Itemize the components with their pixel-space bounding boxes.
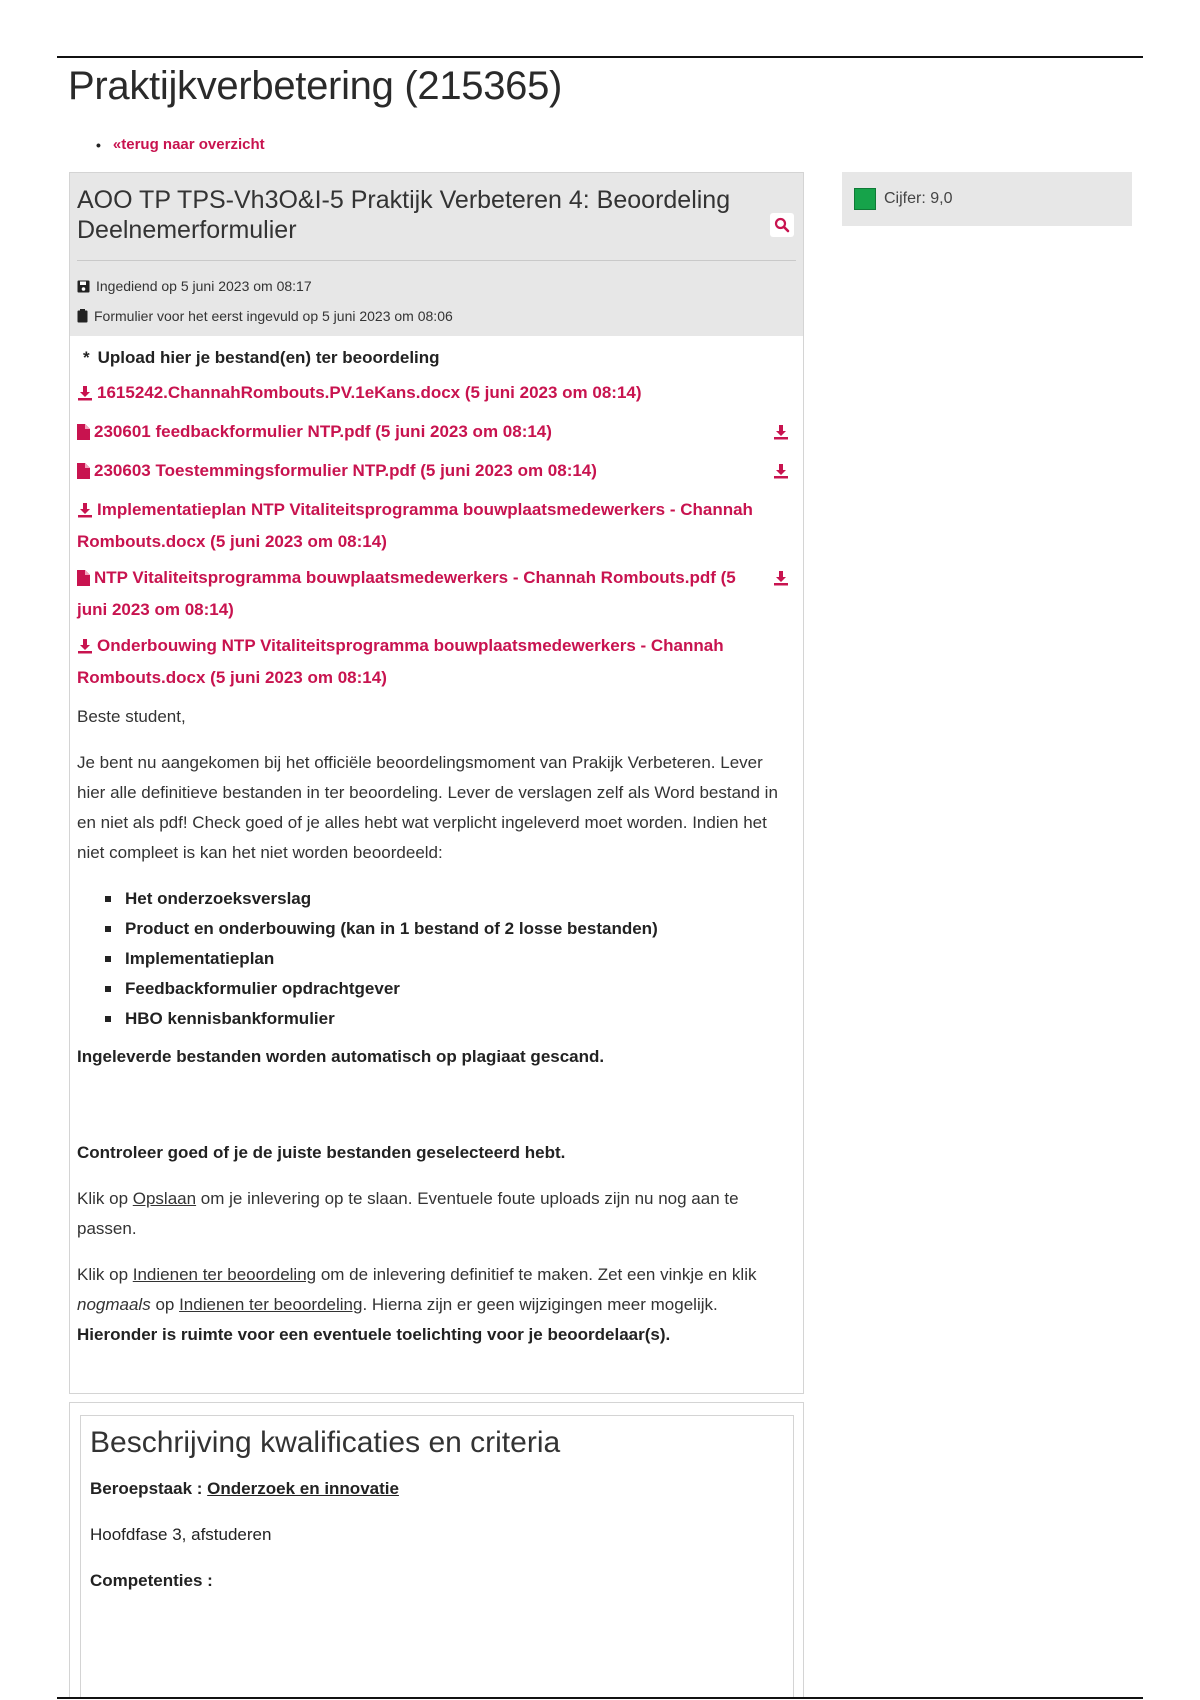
criteria-inner: [80, 1415, 794, 1698]
check-notice: Controleer goed of je de juiste bestanden geselecteerd hebt.: [77, 1143, 566, 1162]
first-filled-info: [77, 301, 795, 331]
form-header: [70, 173, 803, 336]
grade-status-swatch: [854, 188, 876, 210]
save-link[interactable]: Opslaan: [132, 1189, 197, 1208]
file-icon: [77, 459, 90, 488]
instructions: [77, 702, 795, 1350]
file-icon: [77, 420, 90, 449]
download-icon: [77, 381, 93, 410]
download-icon[interactable]: [773, 420, 789, 449]
file-name: 1615242.ChannahRombouts.PV.1eKans.docx (5 juni 2023 om 08:14): [97, 383, 642, 402]
file-name: 230603 Toestemmingsformulier NTP.pdf (5 juni 2023 om 08:14): [94, 461, 597, 480]
intro-text: Je bent nu aangekomen bij het officiële beoordelingsmoment van Prakijk Verbeteren. Lever hier alle definitieve bestanden in ter beoordeling. Lever de verslagen zelf als Word bestand in en niet als pdf! Check goed of je alles hebt wat verplicht ingeleverd moet worden. Indien het niet compleet is kan het niet worden beoordeeld:: [77, 753, 778, 862]
submit-link-2[interactable]: Indienen ter beoordeling: [179, 1295, 363, 1314]
bottom-rule: [57, 1697, 1143, 1699]
download-icon: [77, 498, 93, 527]
download-icon[interactable]: [773, 566, 789, 595]
criteria-title: Beschrijving kwalificaties en criteria: [90, 1426, 561, 1459]
download-icon: [77, 634, 93, 663]
file-icon: [77, 566, 90, 595]
greeting: Beste student,: [77, 707, 186, 726]
search-icon[interactable]: [770, 213, 794, 237]
bullet: •: [96, 136, 101, 153]
file-name: 230601 feedbackformulier NTP.pdf (5 juni 2023 om 08:14): [94, 422, 552, 441]
uploaded-file-3[interactable]: [77, 456, 795, 488]
requirement-item: Implementatieplan: [105, 944, 795, 974]
back-link-label: «terug naar overzicht: [112, 136, 265, 153]
criteria-panel: [69, 1402, 804, 1697]
top-rule: [57, 56, 1143, 58]
uploaded-file-1[interactable]: [77, 378, 795, 410]
submit-instruction: Klik op Indienen ter beoordeling om de inlevering definitief te maken. Zet een vinkje en klik nogmaals op Indienen ter beoordeling. Hierna zijn er geen wijzigingen meer mogelijk.: [77, 1265, 757, 1314]
uploaded-file-5[interactable]: [77, 563, 795, 624]
remark-notice: Hieronder is ruimte voor een eventuele toelichting voor je beoordelaar(s).: [77, 1325, 671, 1344]
header-divider: [77, 260, 796, 261]
plagiarism-notice: Ingeleverde bestanden worden automatisch op plagiaat gescand.: [77, 1047, 605, 1066]
page-title: Praktijkverbetering (215365): [68, 64, 563, 108]
file-name: NTP Vitaliteitsprogramma bouwplaatsmedewerkers - Channah Rombouts.pdf (5 juni 2023 om 08:14): [77, 568, 736, 619]
uploaded-file-2[interactable]: [77, 417, 795, 449]
upload-label: * Upload hier je bestand(en) ter beoordeling: [83, 348, 440, 367]
download-icon[interactable]: [773, 459, 789, 488]
save-icon: [77, 280, 90, 293]
competencies-label: Competenties :: [90, 1571, 213, 1590]
requirement-item: HBO kennisbankformulier: [105, 1004, 795, 1034]
phase-text: Hoofdfase 3, afstuderen: [90, 1525, 272, 1544]
requirement-item: Product en onderbouwing (kan in 1 bestand of 2 losse bestanden): [105, 914, 795, 944]
requirements-list: [105, 884, 795, 1034]
form-body: [70, 336, 803, 1350]
submit-link[interactable]: Indienen ter beoordeling: [132, 1265, 317, 1284]
back-to-overview-link[interactable]: [96, 136, 265, 153]
first-filled-text: Formulier voor het eerst ingevuld op 5 juni 2023 om 08:06: [94, 308, 453, 324]
file-name: Onderbouwing NTP Vitaliteitsprogramma bouwplaatsmedewerkers - Channah Rombouts.docx (5 juni 2023 om 08:14): [77, 636, 724, 687]
requirement-item: Het onderzoeksverslag: [105, 884, 795, 914]
form-panel: [69, 172, 804, 1394]
clipboard-icon: [77, 309, 88, 323]
task-link[interactable]: Onderzoek en innovatie: [207, 1479, 399, 1498]
grade-box: [842, 172, 1132, 226]
submitted-info: [77, 271, 795, 301]
file-list: [77, 378, 795, 692]
form-title: AOO TP TPS-Vh3O&I-5 Praktijk Verbeteren 4: Beoordeling Deelnemerformulier: [77, 186, 731, 244]
task-line: Beroepstaak : Onderzoek en innovatie: [90, 1479, 399, 1498]
grade-label: Cijfer: 9,0: [884, 190, 953, 207]
uploaded-file-6[interactable]: [77, 631, 795, 692]
file-name: Implementatieplan NTP Vitaliteitsprogramma bouwplaatsmedewerkers - Channah Rombouts.docx (5 juni 2023 om 08:14): [77, 500, 753, 551]
submitted-text: Ingediend op 5 juni 2023 om 08:17: [96, 278, 312, 294]
requirement-item: Feedbackformulier opdrachtgever: [105, 974, 795, 1004]
save-instruction: Klik op Opslaan om je inlevering op te slaan. Eventuele foute uploads zijn nu nog aan te passen.: [77, 1189, 739, 1238]
uploaded-file-4[interactable]: [77, 495, 795, 556]
